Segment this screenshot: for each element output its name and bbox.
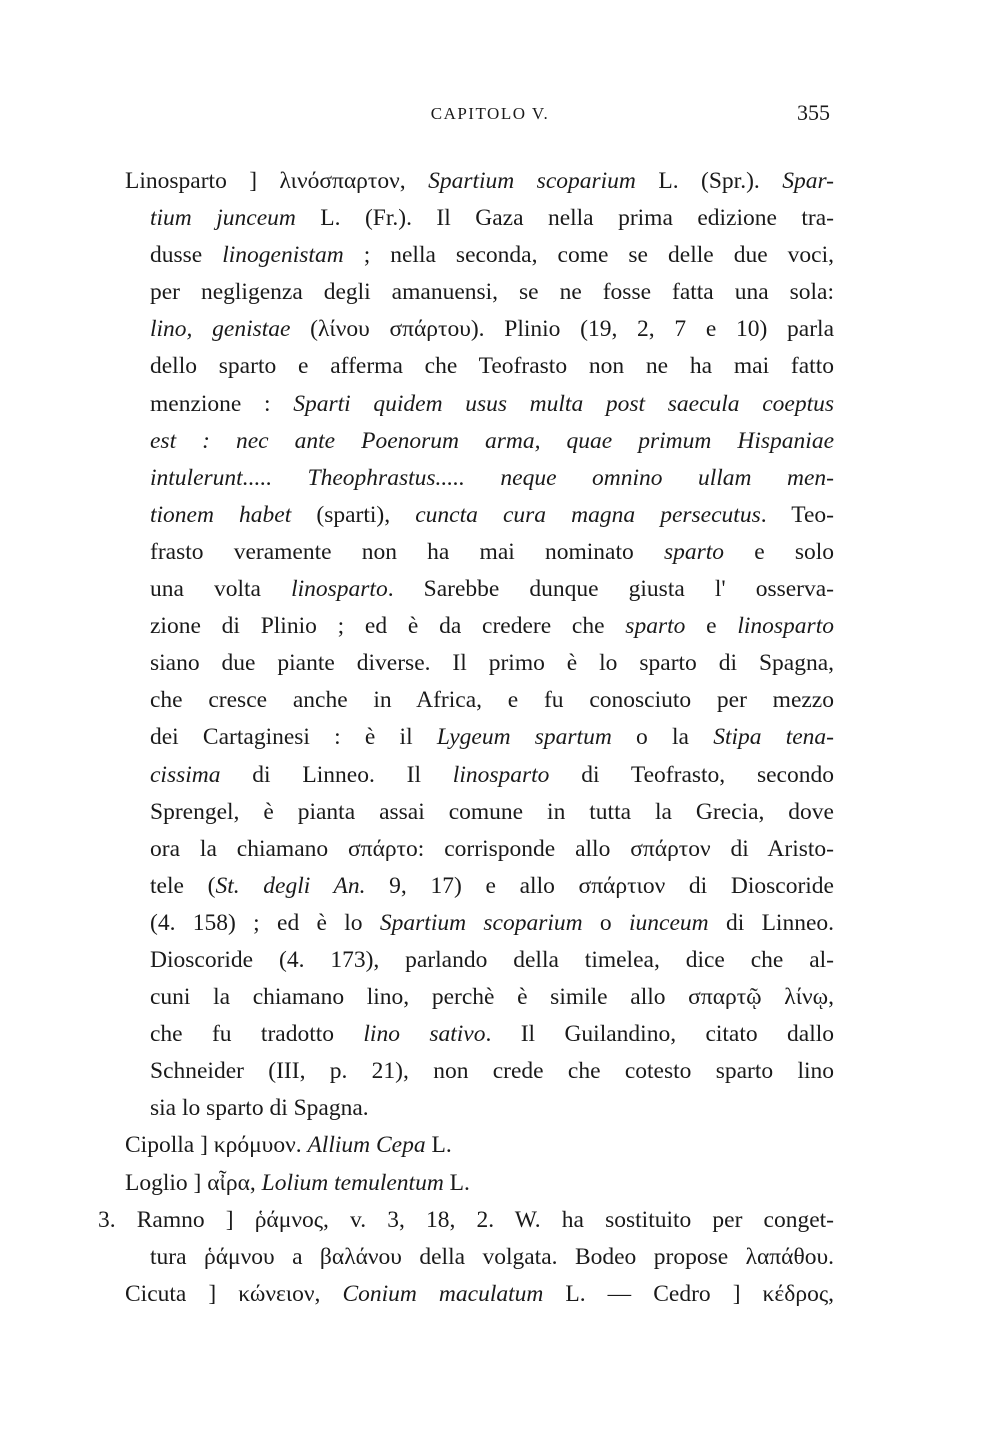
text-line: cissima di Linneo. Il linosparto di Teofrasto, secondo <box>150 761 834 788</box>
text-line: menzione : Sparti quidem usus multa post saecula coeptus <box>150 390 834 417</box>
text-line: dei Cartaginesi : è il Lygeum spartum o la Stipa tena- <box>150 724 834 751</box>
page-header <box>150 100 830 134</box>
text-line: dello sparto e afferma che Teofrasto non ne ha mai fatto <box>150 353 834 380</box>
text-line: sia lo sparto di Spagna. <box>150 1095 369 1122</box>
text-line: zione di Plinio ; ed è da credere che sparto e linosparto <box>150 613 834 640</box>
text-line: siano due piante diverse. Il primo è lo sparto di Spagna, <box>150 650 834 677</box>
text-line: tele (St. degli An. 9, 17) e allo σπάρτιον di Dioscoride <box>150 872 834 899</box>
text-line: Loglio ] αἶρα, Lolium temulentum L. <box>125 1169 470 1196</box>
text-line: Schneider (III, p. 21), non crede che cotesto sparto lino <box>150 1058 834 1085</box>
text-line: dusse linogenistam ; nella seconda, come se delle due voci, <box>150 242 834 269</box>
text-line: cuni la chiamano lino, perchè è simile allo σπαρτῷ λίνῳ, <box>150 984 834 1011</box>
text-line: (4. 158) ; ed è lo Spartium scoparium o iunceum di Linneo. <box>150 909 835 936</box>
text-line: ora la chiamano σπάρτο: corrisponde allo σπάρτον di Aristo- <box>150 835 834 862</box>
text-line: Linosparto ] λινόσπαρτον, Spartium scoparium L. (Spr.). Spar- <box>125 168 834 194</box>
text-line: tium junceum L. (Fr.). Il Gaza nella prima edizione tra- <box>150 205 834 232</box>
text-line: una volta linosparto. Sarebbe dunque giusta l' osserva- <box>150 576 834 603</box>
text-line: Dioscoride (4. 173), parlando della timelea, dice che al- <box>150 946 834 973</box>
text-line: intulerunt..... Theophrastus..... neque omnino ullam men- <box>150 464 834 491</box>
text-line: Cicuta ] κώνειον, Conium maculatum L. — Cedro ] κέδρος, <box>125 1280 835 1307</box>
text-line: 3. Ramno ] ῥάμνος, v. 3, 18, 2. W. ha sostituito per conget- <box>98 1206 834 1233</box>
text-line: tionem habet (sparti), cuncta cura magna persecutus. Teo- <box>150 501 834 528</box>
text-line: Sprengel, è pianta assai comune in tutta la Grecia, dove <box>150 798 834 825</box>
text-line: frasto veramente non ha mai nominato sparto e solo <box>150 538 834 565</box>
text-line: che fu tradotto lino sativo. Il Guilandino, citato dallo <box>150 1021 835 1048</box>
text-line: per negligenza degli amanuensi, se ne fosse fatta una sola: <box>150 279 834 306</box>
text-line: tura ῥάμνου a βαλάνου della volgata. Bodeo propose λαπάθου. <box>150 1243 834 1270</box>
text-line: lino, genistae (λίνου σπάρτου). Plinio (19, 2, 7 e 10) parla <box>150 316 835 343</box>
text-line: est : nec ante Poenorum arma, quae primum Hispaniae <box>150 427 834 454</box>
text-line: Cipolla ] κρόμυον. Allium Cepa L. <box>125 1132 452 1159</box>
text-line: che cresce anche in Africa, e fu conosciuto per mezzo <box>150 687 834 714</box>
running-head: CAPITOLO V. <box>430 104 550 123</box>
commentary-text <box>98 163 835 1313</box>
page-number: 355 <box>797 100 830 125</box>
